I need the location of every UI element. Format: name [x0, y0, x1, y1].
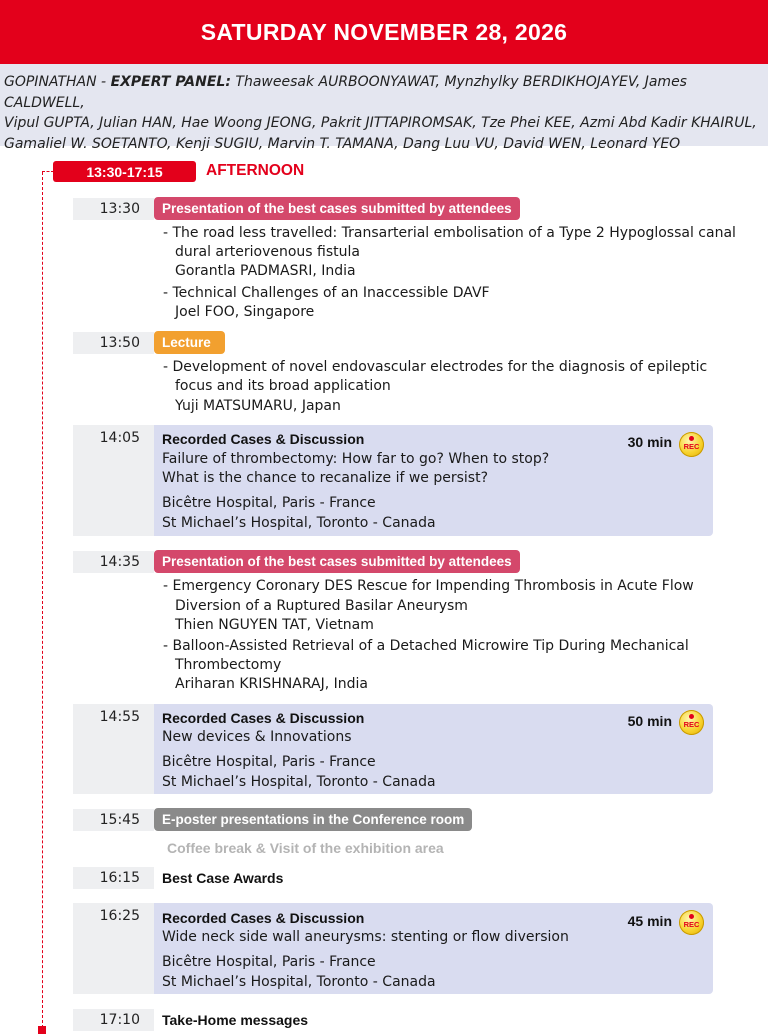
hospital-line: St Michael’s Hospital, Toronto - Canada — [162, 515, 436, 531]
rec-icon: REC — [679, 432, 704, 457]
rec-icon: REC — [679, 910, 704, 935]
item-time: 15:45 — [73, 809, 154, 831]
item-time: 14:35 — [73, 551, 154, 573]
panel-line-3: Gamaliel W. SOETANTO, Kenji SUGIU, Marvin T. TAMANA, Dang Luu VU, David WEN, Leonard YEO — [4, 135, 681, 152]
recorded-case-title: Recorded Cases & Discussion — [162, 910, 365, 926]
hospital-line: St Michael’s Hospital, Toronto - Canada — [162, 974, 436, 990]
speaker-line: Thien NGUYEN TAT, Vietnam — [175, 617, 374, 633]
item-time: 13:30 — [73, 198, 154, 220]
session-label: AFTERNOON — [206, 162, 305, 179]
recorded-case-title: Recorded Cases & Discussion — [162, 431, 365, 447]
talk-line: - Emergency Coronary DES Rescue for Impending Thrombosis in Acute Flow — [163, 578, 694, 594]
talk-line: - Development of novel endovascular electrodes for the diagnosis of epileptic — [163, 359, 708, 375]
timeline-line — [42, 172, 43, 1028]
session-time-badge: 13:30-17:15 — [53, 161, 196, 182]
take-home-title: Take-Home messages — [162, 1012, 309, 1028]
best-case-awards-title: Best Case Awards — [162, 870, 284, 886]
recorded-case-title: Recorded Cases & Discussion — [162, 710, 365, 726]
talk-line: Thrombectomy — [175, 657, 282, 673]
timeline-end-marker — [38, 1026, 46, 1034]
coffee-break-note: Coffee break & Visit of the exhibition area — [167, 840, 444, 856]
talk-line: focus and its broad application — [175, 378, 391, 394]
day-title: SATURDAY NOVEMBER 28, 2026 — [200, 18, 568, 45]
topic-line: Wide neck side wall aneurysms: stenting or flow diversion — [162, 929, 569, 945]
hospital-line: St Michael’s Hospital, Toronto - Canada — [162, 774, 436, 790]
panel-line-2: Vipul GUPTA, Julian HAN, Hae Woong JEONG, Pakrit JITTAPIROMSAK, Tze Phei KEE, Azmi Abd Kadir KHAIRUL, — [4, 115, 757, 131]
duration-label: 45 min — [627, 913, 672, 929]
item-time: 14:55 — [73, 704, 154, 794]
session-type-tag: Presentation of the best cases submitted by attendees — [154, 550, 520, 573]
session-type-tag: Lecture — [154, 331, 225, 354]
item-time: 14:05 — [73, 425, 154, 536]
page-header — [0, 0, 768, 64]
talk-line: - Balloon-Assisted Retrieval of a Detached Microwire Tip During Mechanical — [163, 638, 689, 654]
hospital-line: Bicêtre Hospital, Paris - France — [162, 754, 376, 770]
hospital-line: Bicêtre Hospital, Paris - France — [162, 954, 376, 970]
topic-line: Failure of thrombectomy: How far to go? When to stop? — [162, 451, 550, 467]
speaker-line: Joel FOO, Singapore — [175, 304, 315, 320]
topic-line: New devices & Innovations — [162, 729, 352, 745]
expert-panel — [0, 64, 768, 152]
duration-label: 50 min — [627, 713, 672, 729]
talk-line: Diversion of a Ruptured Basilar Aneurysm — [175, 598, 468, 614]
rec-icon: REC — [679, 710, 704, 735]
hospital-line: Bicêtre Hospital, Paris - France — [162, 495, 376, 511]
session-type-tag: Presentation of the best cases submitted by attendees — [154, 197, 520, 220]
item-time: 16:15 — [73, 867, 154, 889]
item-time: 17:10 — [73, 1009, 154, 1031]
talk-line: - The road less travelled: Transarterial embolisation of a Type 2 Hypoglossal canal — [163, 225, 736, 241]
item-time: 16:25 — [73, 903, 154, 994]
item-time: 13:50 — [73, 332, 154, 354]
talk-line: dural arteriovenous fistula — [175, 244, 360, 260]
speaker-line: Ariharan KRISHNARAJ, India — [175, 676, 368, 692]
duration-label: 30 min — [627, 434, 672, 450]
topic-line: What is the chance to recanalize if we persist? — [162, 470, 488, 486]
panel-line-1: GOPINATHAN - EXPERT PANEL: Thaweesak AURBOONYAWAT, Mynzhylky BERDIKHOJAYEV, James CALDWELL, — [4, 74, 687, 111]
talk-line: - Technical Challenges of an Inaccessible DAVF — [163, 285, 490, 301]
speaker-line: Yuji MATSUMARU, Japan — [175, 398, 341, 414]
session-type-tag: E-poster presentations in the Conference room — [154, 808, 472, 831]
speaker-line: Gorantla PADMASRI, India — [175, 263, 356, 279]
